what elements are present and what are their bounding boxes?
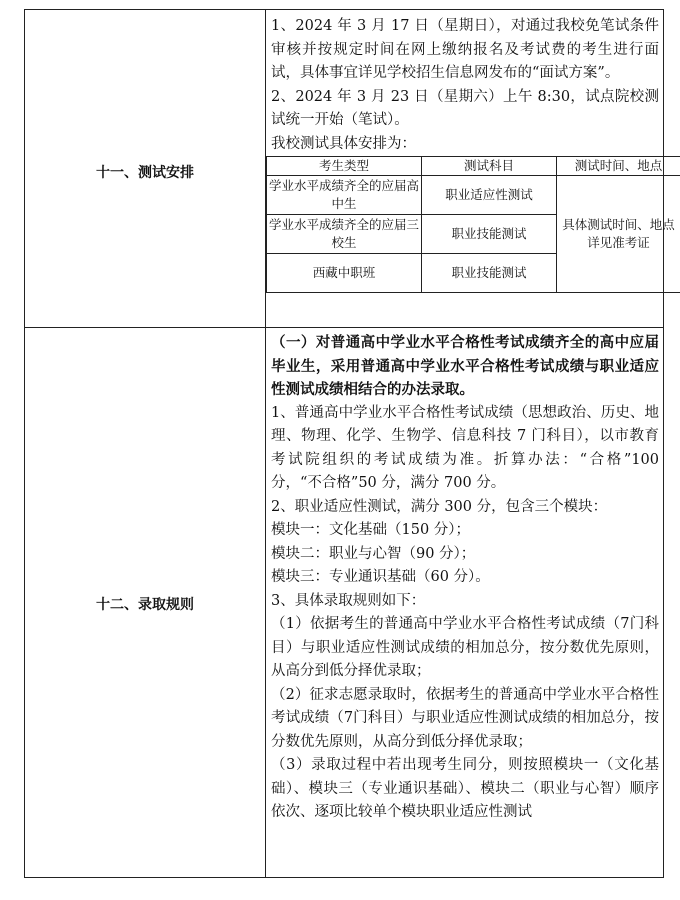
test-subject-cell: 职业技能测试 [422, 254, 557, 293]
section-12-paragraph-1: 1、普通高中学业水平合格性考试成绩（思想政治、历史、地理、物理、化学、生物学、信息科技 7 门科目），以市教育考试院组织的考试成绩为准。折算办法：“合格”100 分，“不合格”50 分，满分 700 分。 [271, 404, 659, 491]
candidate-type-cell: 学业水平成绩齐全的应届高中生 [267, 176, 422, 215]
module-2-text: 模块二：职业与心智（90 分）； [271, 545, 476, 562]
test-schedule-table [266, 156, 680, 293]
module-1-text: 模块一：文化基础（150 分）； [271, 522, 471, 538]
section-11-content [269, 15, 675, 293]
section-11-paragraph-2: 2、2024 年 3 月 23 日（星期六）上午 8:30，试点院校测试统一开始（笔试）。 [271, 88, 659, 128]
section-11-paragraph-1: 1、2024 年 3 月 17 日（星期日），对通过我校免笔试条件审核并按规定时间在网上缴纳报名及考试费的考生进行面试，具体事宜详见学校招生信息网发布的“面试方案”。 [271, 18, 659, 81]
admission-table [24, 9, 675, 878]
rule-3-text: （3）录取过程中若出现考生同分，则按照模块一（文化基础）、模块三（专业通识基础）、模块二（职业与心智）顺序依次、逐项比较单个模块职业适应性测试 [271, 757, 659, 820]
rule-2-text: （2）征求志愿录取时，依据考生的普通高中学业水平合格性考试成绩（7门科目）与职业适应性测试成绩的相加总分，按分数优先原则，从高分到低分择优录取； [271, 686, 659, 750]
section-11-paragraph-3: 我校测试具体安排为： [271, 135, 416, 152]
test-schedule-header-row [267, 157, 680, 176]
header-candidate-type: 考生类型 [267, 157, 422, 176]
section-12-paragraph-2: 2、职业适应性测试，满分 300 分，包含三个模块： [271, 498, 608, 515]
section-12-label: 十二、录取规则 [96, 597, 194, 613]
rule-1-text: （1）依据考生的普通高中学业水平合格性考试成绩（7门科目）与职业适应性测试成绩的相加总分，按分数优先原则，从高分到低分择优录取； [271, 616, 659, 679]
test-subject-cell: 职业技能测试 [422, 215, 557, 254]
candidate-type-cell: 西藏中职班 [267, 254, 422, 293]
module-3-text: 模块三：专业通识基础（60 分）。 [271, 569, 490, 585]
header-time-location: 测试时间、地点 [557, 157, 680, 176]
section-12-paragraph-3: 3、具体录取规则如下： [271, 592, 426, 609]
table-row [267, 176, 680, 215]
column-divider [265, 10, 266, 877]
test-subject-cell: 职业适应性测试 [422, 176, 557, 215]
row-divider [25, 327, 663, 328]
candidate-type-cell: 学业水平成绩齐全的应届三校生 [267, 215, 422, 254]
time-location-cell: 具体测试时间、地点详见准考证 [557, 176, 680, 293]
section-12-content [271, 331, 659, 825]
section-12-heading: （一）对普通高中学业水平合格性考试成绩齐全的高中应届毕业生，采用普通高中学业水平合格性考试成绩与职业适应性测试成绩相结合的办法录取。 [271, 334, 659, 398]
section-11-label: 十一、测试安排 [96, 165, 194, 181]
header-test-subject: 测试科目 [422, 157, 557, 176]
